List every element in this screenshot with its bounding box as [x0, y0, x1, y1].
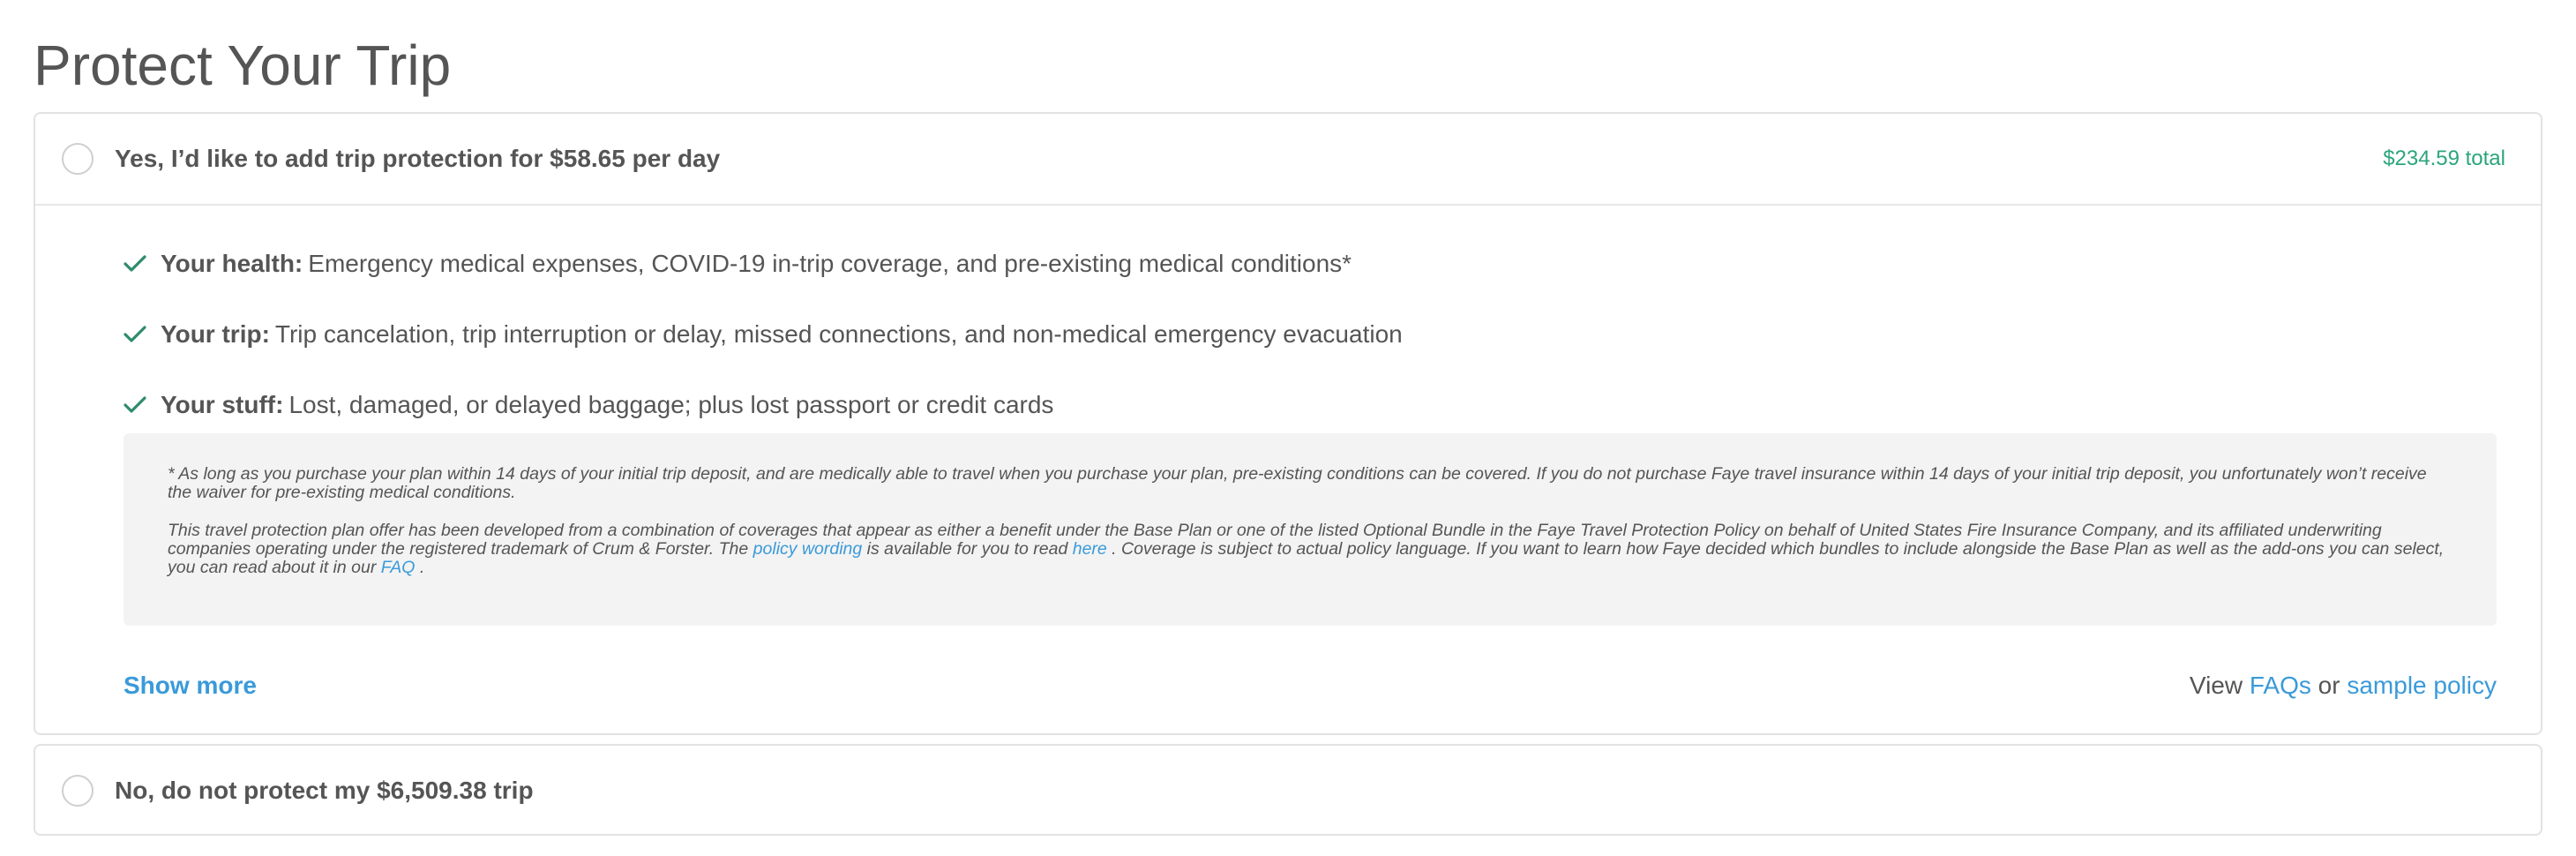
show-more-link[interactable]: Show more — [124, 672, 257, 699]
coverage-list — [124, 229, 1403, 440]
check-icon — [124, 251, 157, 277]
coverage-item-health — [124, 229, 1403, 299]
divider — [35, 204, 2541, 206]
policy-wording-link[interactable]: policy wording — [753, 539, 863, 559]
option-yes-label[interactable]: Yes, I’d like to add trip protection for $58.65 per day — [115, 145, 721, 172]
faq-link[interactable]: FAQ — [380, 558, 416, 577]
coverage-heading: Your health: — [161, 250, 303, 277]
coverage-text: Trip cancelation, trip interruption or delay, missed connections, and non-medical emergency evacuation — [274, 320, 1403, 348]
check-icon — [124, 392, 157, 418]
option-no-row[interactable] — [35, 746, 2541, 836]
offer-text: is available for you to read — [866, 539, 1068, 559]
option-yes-total: $234.59 total — [2383, 146, 2505, 170]
view-prefix: View — [2189, 672, 2243, 699]
sample-policy-link[interactable]: sample policy — [2347, 672, 2497, 699]
coverage-heading: Your stuff: — [161, 391, 284, 418]
offer-disclosure — [168, 522, 2454, 577]
coverage-item-trip — [124, 299, 1403, 370]
offer-text: . — [419, 558, 425, 577]
coverage-text: Emergency medical expenses, COVID-19 in-trip coverage, and pre-existing medical conditions* — [308, 250, 1352, 277]
fine-print-box — [124, 433, 2497, 626]
view-links — [2190, 672, 2497, 700]
option-yes-radio[interactable] — [62, 143, 94, 175]
option-no-label[interactable]: No, do not protect my $6,509.38 trip — [115, 777, 534, 804]
option-no-card — [34, 744, 2542, 836]
option-yes-row[interactable] — [35, 114, 2541, 204]
coverage-text: Lost, damaged, or delayed baggage; plus lost passport or credit cards — [288, 391, 1054, 418]
check-icon — [124, 321, 157, 348]
pre-existing-note: * As long as you purchase your plan within 14 days of your initial trip deposit, and are medically able to travel when you purchase your plan, pre-existing conditions can be covered. If you do not purchase Faye travel insurance within 14 days of your initial trip deposit, you unfortunately won’t receive the waiver for pre-existing medical conditions. — [168, 464, 2427, 502]
coverage-item-stuff — [124, 370, 1403, 440]
faqs-link[interactable]: FAQs — [2249, 672, 2311, 699]
here-link[interactable]: here — [1072, 539, 1107, 559]
coverage-heading: Your trip: — [161, 320, 270, 348]
option-no-radio[interactable] — [62, 775, 94, 807]
offer-text: This travel protection plan offer has been developed from a combination of coverages that appear as either a benefit under the Base Plan or one of the listed Optional Bundle in the Faye Travel Protection Policy on behalf of United States Fire Insurance Company, and its affiliated underwriting companies operating under the registered trademark of Crum & Forster. The — [168, 521, 2382, 559]
offer-text: . Coverage is subject to actual policy language. If you want to learn how Faye decided which bundles to include alongside the Base Plan as well as the add-ons you can select, you can read about it in our — [168, 539, 2445, 577]
option-yes-card — [34, 112, 2542, 735]
or-text: or — [2318, 672, 2340, 699]
page-title: Protect Your Trip — [34, 34, 452, 97]
